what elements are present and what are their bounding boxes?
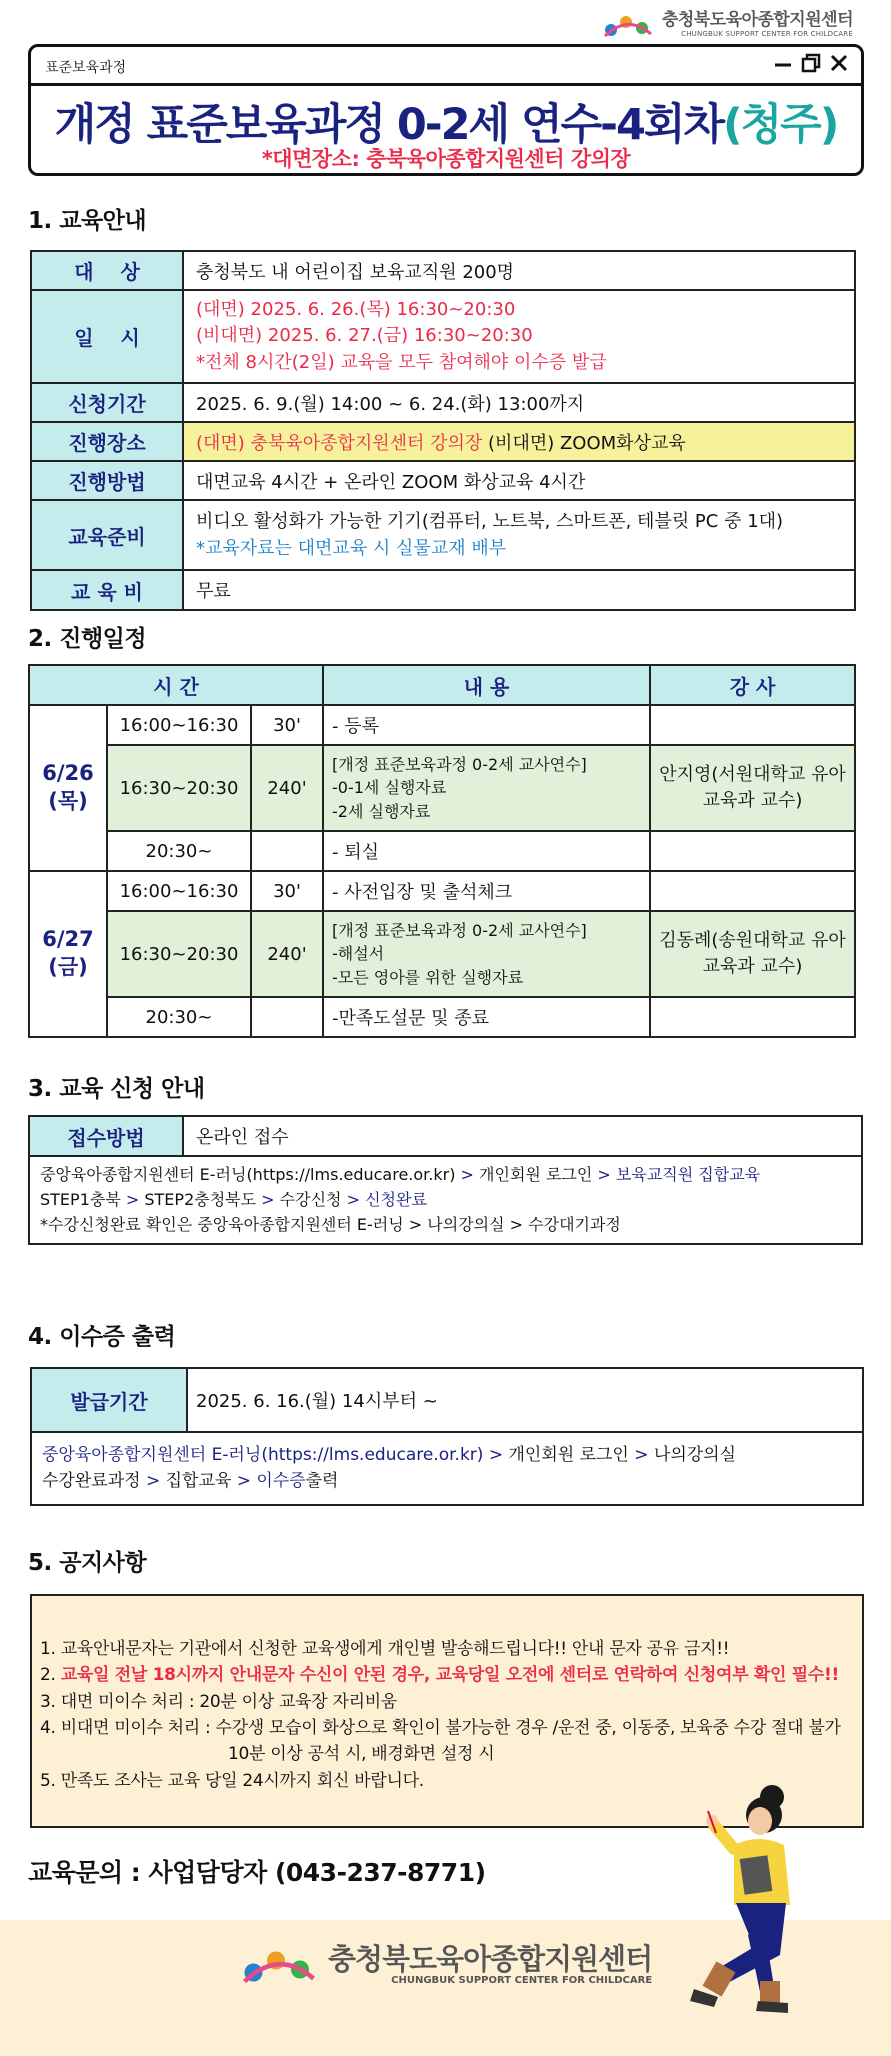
prep-label: 교육준비 [31, 500, 183, 570]
notice-item: 1. 교육안내문자는 기관에서 신청한 교육생에게 개인별 발송해드립니다!! 안내 문자 공유 금지!! [40, 1639, 730, 1659]
duration-cell: 240' [251, 911, 323, 997]
issue-period-value: 2025. 6. 16.(월) 14시부터 ~ [196, 1391, 438, 1412]
notice-item: 4. 비대면 미이수 처리 : 수강생 모습이 화상으로 확인이 불가능한 경우 /운전 중, 이동중, 보육중 수강 절대 불가 [40, 1718, 841, 1739]
place-value: (대면) 충북육아종합지원센터 강의장 (비대면) ZOOM화상교육 [183, 422, 855, 461]
logo-korean-text: 충청북도육아종합지원센터 [661, 10, 853, 30]
section2-heading: 2. 진행일정 [28, 626, 147, 652]
window-tab-label: 표준보육과정 [45, 60, 127, 76]
close-icon [829, 53, 849, 73]
page-title: 개정 표준보육과정 0-2세 연수-4회차(청주) [54, 100, 838, 150]
content-cell: -만족도설문 및 종료 [323, 997, 650, 1037]
content-cell: - 사전입장 및 출석체크 [323, 871, 650, 911]
education-info-table [30, 250, 856, 611]
table-row [29, 911, 855, 997]
day1-date: 6/26 (목) [29, 705, 107, 871]
issue-period-label: 발급기간 [32, 1369, 188, 1431]
day2-date: 6/27 (금) [29, 871, 107, 1037]
header-content: 내 용 [323, 665, 650, 705]
duration-cell: 30' [251, 705, 323, 745]
notice-item: 2. 교육일 전날 18시까지 안내문자 수신이 안된 경우, 교육당일 오전에 센터로 연락하여 신청여부 확인 필수!! [40, 1665, 839, 1686]
table-row [29, 745, 855, 831]
maximize-icon [801, 53, 821, 73]
section3-heading: 3. 교육 신청 안내 [28, 1076, 205, 1102]
header-lecturer: 강 사 [650, 665, 855, 705]
duration-cell [251, 831, 323, 871]
time-cell: 16:00~16:30 [107, 871, 251, 911]
section4-heading: 4. 이수증 출력 [28, 1324, 176, 1350]
apply-method-label: 접수방법 [30, 1117, 184, 1155]
footer-logo-english: CHUNGBUK SUPPORT CENTER FOR CHILDCARE [391, 1974, 653, 1986]
lecturer-cell [650, 831, 855, 871]
section5-heading: 5. 공지사항 [28, 1550, 147, 1576]
lecturer-cell [650, 705, 855, 745]
header-time: 시 간 [29, 665, 323, 705]
content-cell: [개정 표준보육과정 0-2세 교사연수] -해설서 -모든 영아를 위한 실행자료 [323, 911, 650, 997]
duration-cell: 30' [251, 871, 323, 911]
apply-method-value: 온라인 접수 [196, 1127, 289, 1148]
target-label: 대 상 [31, 251, 183, 290]
method-label: 진행방법 [31, 461, 183, 500]
page-subtitle: *대면장소: 충북육아종합지원센터 강의장 [261, 147, 631, 171]
time-cell: 16:30~20:30 [107, 745, 251, 831]
notice-item: 5. 만족도 조사는 교육 당일 24시까지 회신 바랍니다. [40, 1770, 424, 1791]
duration-cell [251, 997, 323, 1037]
method-value: 대면교육 4시간 + 온라인 ZOOM 화상교육 4시간 [183, 461, 855, 500]
table-row [29, 831, 855, 871]
table-row [29, 997, 855, 1037]
time-cell: 20:30~ [107, 831, 251, 871]
header-logo [602, 10, 853, 40]
footer-logo-korean: 충청북도육아종합지원센터 [328, 1941, 653, 1976]
place-label: 진행장소 [31, 422, 183, 461]
time-cell: 16:30~20:30 [107, 911, 251, 997]
target-value: 충청북도 내 어린이집 보육교직원 200명 [183, 251, 855, 290]
date-label: 일 시 [31, 290, 183, 383]
window-divider [31, 83, 861, 86]
prep-value: 비디오 활성화가 가능한 기기(컴퓨터, 노트북, 스마트폰, 테블릿 PC 중 1대) *교육자료는 대면교육 시 실물교재 배부 [183, 500, 855, 570]
content-cell: [개정 표준보육과정 0-2세 교사연수] -0-1세 실행자료 -2세 실행자료 [323, 745, 650, 831]
time-cell: 16:00~16:30 [107, 705, 251, 745]
apply-period-label: 신청기간 [31, 383, 183, 422]
contact-info: 교육문의 : 사업담당자 (043-237-8771) [28, 1858, 486, 1887]
lecturer-cell [650, 871, 855, 911]
notice-item: 3. 대면 미이수 처리 : 20분 이상 교육장 자리비움 [40, 1691, 397, 1712]
footer-logo [240, 1942, 652, 1988]
time-cell: 20:30~ [107, 997, 251, 1037]
table-row [29, 705, 855, 745]
title-location: (청주) [722, 100, 838, 150]
center-logo-icon [240, 1942, 318, 1988]
table-row [29, 871, 855, 911]
title-window [28, 44, 864, 176]
schedule-table [28, 664, 856, 1038]
apply-period-value: 2025. 6. 9.(월) 14:00 ~ 6. 24.(화) 13:00까지 [183, 383, 855, 422]
lecturer-cell: 안지영(서원대학교 유아 교육과 교수) [650, 745, 855, 831]
application-steps: 중앙육아종합지원센터 E-러닝(https://lms.educare.or.kr) > 개인회원 로그인 > 보육교직원 집합교육 STEP1충북 > STEP2충청북도 > 수강신청 > 신청완료 *수강신청완료 확인은 중앙육아종합지원센터 E-러닝 > 나의강의실 > 수강대기과정 [40, 1165, 761, 1234]
duration-cell: 240' [251, 745, 323, 831]
date-value: (대면) 2025. 6. 26.(목) 16:30~20:30 (비대면) 2025. 6. 27.(금) 16:30~20:30 *전체 8시간(2일) 교육을 모두 참여해야 이수증 발급 [183, 290, 855, 383]
fee-label: 교 육 비 [31, 570, 183, 610]
section1-heading: 1. 교육안내 [28, 208, 147, 234]
logo-english-text: CHUNGBUK SUPPORT CENTER FOR CHILDCARE [681, 30, 853, 38]
content-cell: - 퇴실 [323, 831, 650, 871]
center-logo-icon [602, 10, 654, 40]
fee-value: 무료 [183, 570, 855, 610]
application-box [28, 1115, 863, 1245]
certificate-box [30, 1367, 864, 1506]
certificate-steps: 중앙육아종합지원센터 E-러닝(https://lms.educare.or.kr) > 개인회원 로그인 > 나의강의실 수강완료과정 > 집합교육 > 이수증출력 [42, 1445, 737, 1491]
lecturer-cell: 김동례(송원대학교 유아 교육과 교수) [650, 911, 855, 997]
lecturer-cell [650, 997, 855, 1037]
notice-item: 10분 이상 공석 시, 배경화면 설정 시 [228, 1744, 495, 1765]
content-cell: - 등록 [323, 705, 650, 745]
teacher-illustration [664, 1775, 834, 2015]
window-controls [773, 53, 849, 73]
minimize-icon [773, 53, 793, 73]
